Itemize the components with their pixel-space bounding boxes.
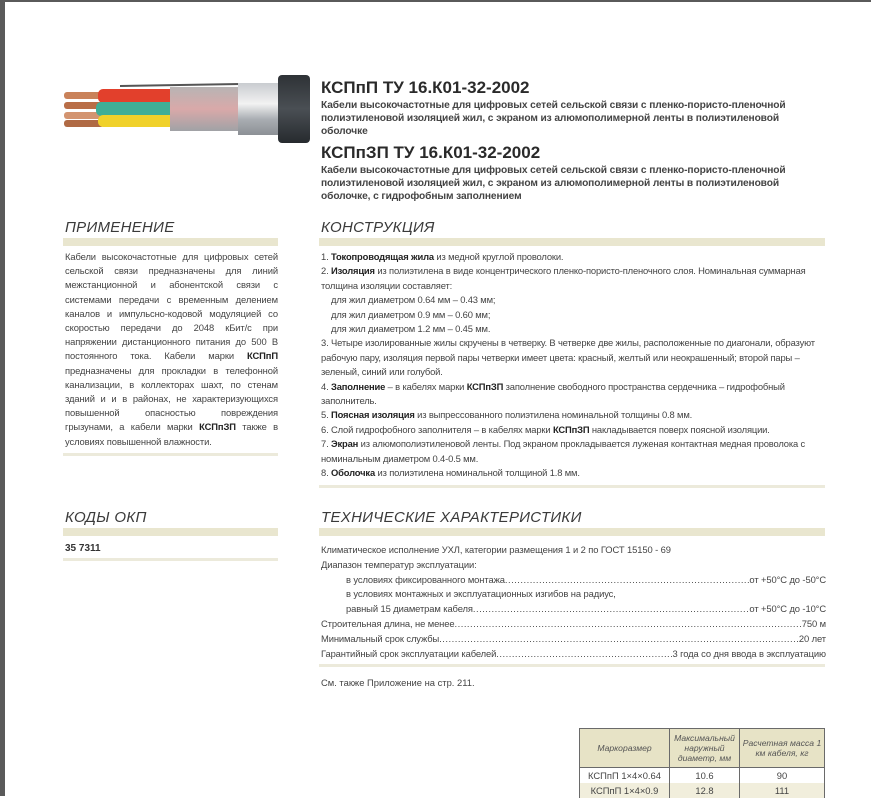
- description-line: Кабели высокочастотные для цифровых сетей сельской связи с пленко-пористо-пленочной: [321, 100, 786, 111]
- drain-wire: [120, 84, 240, 86]
- application-text-part: Кабели высокочастотные для цифровых сетей сельской связи предназначены для линий межстанционной и абонентской связи с системами передачи с временным делением каналов и импульсно-кодовой модуляцией со скоростью передачи до 2048 кБит/с при напряжении дистанционного питания до 500 В постоянного тока. Кабели марки: [65, 251, 278, 362]
- cell-diameter: 12.8: [670, 783, 740, 798]
- okp-end-rule: [63, 558, 278, 561]
- construction-item-4: [321, 380, 826, 409]
- cell-mass: 111: [740, 783, 825, 798]
- outer-sheath: [278, 75, 310, 143]
- item-term: Токопроводящая жила: [330, 251, 434, 262]
- insulation-spec: для жил диаметром 1.2 мм – 0.45 мм.: [331, 323, 491, 335]
- item-term: Заполнение: [330, 380, 386, 392]
- application-text-part: также в условиях повышенной влажности.: [65, 421, 278, 447]
- description-line: оболочке, с гидрофобным заполнением: [321, 191, 522, 202]
- leader-dots: [473, 602, 750, 617]
- spec-label: равный 15 диаметрам кабеля: [346, 603, 473, 615]
- item-text: из алюмополиэтиленовой ленты. Под экраном прокладывается луженая контактная медная проволока с номинальным диаметром 0.4-0.5 мм.: [321, 438, 806, 464]
- construction-item-2: [321, 264, 826, 293]
- leader-dots: [455, 617, 802, 632]
- application-text: [65, 250, 278, 449]
- spec-temp-range-label: Диапазон температур эксплуатации:: [321, 558, 477, 570]
- spec-warranty: [321, 647, 826, 662]
- application-end-rule: [63, 453, 278, 456]
- item-term: Оболочка: [330, 467, 376, 479]
- spec-value: 750 м: [801, 617, 826, 629]
- okp-code: 35 7311: [65, 543, 101, 554]
- spec-service-life: [321, 632, 826, 647]
- item-text: – в кабелях марки: [385, 380, 467, 392]
- spec-label: в условиях фиксированного монтажа: [346, 573, 505, 585]
- description-line: Кабели высокочастотные для цифровых сетей сельской связи с пленко-пористо-пленочной: [321, 165, 786, 176]
- spec-bend-label: в условиях монтажных и эксплуатационных изгибов на радиус,: [346, 588, 616, 600]
- description-line: полиэтиленовой изоляцией жил, с экраном из алюмополимерной ленты в полиэтиленовой: [321, 178, 780, 189]
- item-number: 8.: [321, 467, 331, 479]
- construction-item-6: [321, 423, 826, 437]
- construction-heading-bar: [319, 238, 825, 246]
- brand-name: КСПпП: [246, 350, 278, 362]
- brand-name: КСПпЗП: [466, 380, 504, 392]
- cell-diameter: 10.6: [670, 768, 740, 784]
- insulation-spec: для жил диаметром 0.9 мм – 0.60 мм;: [331, 308, 491, 320]
- window-left-border: [0, 0, 5, 796]
- table-header-row: [580, 729, 825, 768]
- construction-item-1: [321, 250, 826, 264]
- cell-size: КСПпП 1×4×0.9: [580, 783, 670, 798]
- item-text: из выпрессованного полиэтилена номинальной толщины 0.8 мм.: [414, 409, 693, 421]
- spec-label: Гарантийный срок эксплуатации кабелей: [321, 647, 497, 659]
- item-text: из полиэтилена номинальной толщиной 1.8 мм.: [375, 467, 580, 479]
- item-number: 5.: [321, 409, 331, 421]
- window-top-border: [0, 0, 871, 2]
- item-text: из медной круглой проволоки.: [433, 251, 564, 262]
- item-number: 3.: [321, 337, 331, 349]
- leader-dots: [496, 647, 672, 662]
- construction-end-rule: [319, 485, 825, 488]
- table-row: [580, 768, 825, 784]
- construction-item-5: [321, 408, 826, 422]
- column-header-mass: Расчетная масса 1 км кабеля, кг: [740, 729, 825, 768]
- spec-climate: Климатическое исполнение УХЛ, категории размещения 1 и 2 по ГОСТ 15150 - 69: [321, 544, 671, 555]
- item-text: заполнение свободного пространства сердечника – гидрофобный заполнитель.: [321, 380, 785, 407]
- item-number: 4.: [321, 380, 331, 392]
- spec-length: [321, 617, 826, 632]
- item-number: 7.: [321, 438, 331, 450]
- item-term: Изоляция: [330, 265, 375, 277]
- item-number: 2.: [321, 265, 331, 277]
- item-term: Поясная изоляция: [330, 409, 415, 421]
- application-text-part: предназначены для прокладки в телефонной канализации, в коллекторах шахт, по стенам зданий и и в районах, не характеризующихся повышенной опасностью повреждения грызунами, а кабели марки: [65, 364, 278, 433]
- spec-value: 3 года со дня ввода в эксплуатацию: [672, 647, 826, 659]
- specs-list: [321, 543, 826, 661]
- belt-insulation: [170, 87, 240, 131]
- see-also-note: См. также Приложение на стр. 211.: [321, 677, 475, 688]
- cable-size-table: [579, 728, 825, 798]
- spec-bend-temp: [321, 602, 826, 617]
- column-header-diameter: Максимальный наружный диаметр, мм: [670, 729, 740, 768]
- item-text: Слой гидрофобного заполнителя – в кабелях марки: [330, 423, 553, 435]
- spec-fixed-temp: [321, 573, 826, 588]
- specs-end-rule: [319, 664, 825, 667]
- spec-value: от +50°С до -50°С: [749, 573, 826, 585]
- product-title-2: КСПпЗП ТУ 16.К01-32-2002: [321, 143, 541, 162]
- product-title-1: КСПпП ТУ 16.К01-32-2002: [321, 78, 530, 97]
- cable-illustration: [60, 70, 320, 150]
- spec-label: Минимальный срок службы: [321, 632, 440, 644]
- description-line: оболочке: [321, 126, 368, 137]
- item-number: 6.: [321, 423, 331, 435]
- item-text: Четыре изолированные жилы скручены в четверку. В четверке две жилы, расположенные по диагонали, образуют рабочую пару, изоляция первой пары четверки имеет цвета: красный, желтый или неокрашенный; второй пары – зеленый, синий или голубой.: [321, 337, 815, 378]
- item-text: накладывается поверх поясной изоляции.: [589, 423, 770, 435]
- insulation-spec: для жил диаметром 0.64 мм – 0.43 мм;: [331, 294, 496, 306]
- application-heading-bar: [63, 238, 278, 246]
- construction-item-3: [321, 336, 826, 379]
- brand-name: КСПпЗП: [552, 423, 590, 435]
- foil-screen: [238, 83, 283, 135]
- cell-mass: 90: [740, 768, 825, 784]
- okp-heading-bar: [63, 528, 278, 536]
- product-description-2: [321, 164, 826, 203]
- spec-value: от +50°С до -10°С: [749, 603, 826, 615]
- construction-item-7: [321, 437, 826, 466]
- item-term: Экран: [330, 438, 359, 450]
- item-number: 1.: [321, 251, 331, 262]
- spec-label: Строительная длина, не менее: [321, 617, 455, 629]
- application-heading: ПРИМЕНЕНИЕ: [65, 219, 175, 236]
- specs-heading: ТЕХНИЧЕСКИЕ ХАРАКТЕРИСТИКИ: [321, 509, 582, 526]
- column-header-size: Маркоразмер: [580, 729, 670, 768]
- cell-size: КСПпП 1×4×0.64: [580, 768, 670, 784]
- product-description-1: [321, 99, 826, 138]
- item-text: из полиэтилена в виде концентрического пленко-пористо-пленочного слоя. Номинальная суммарная толщина изоляции составляет:: [321, 265, 806, 291]
- construction-list: [321, 250, 826, 481]
- specs-heading-bar: [319, 528, 825, 536]
- okp-heading: КОДЫ ОКП: [65, 509, 147, 526]
- leader-dots: [439, 632, 799, 647]
- construction-heading: КОНСТРУКЦИЯ: [321, 219, 435, 236]
- leader-dots: [505, 573, 750, 588]
- spec-value: 20 лет: [798, 632, 826, 644]
- brand-name: КСПпЗП: [199, 421, 236, 433]
- description-line: полиэтиленовой изоляцией жил, с экраном из алюмополимерной ленты в полиэтиленовой: [321, 113, 780, 124]
- construction-item-8: [321, 466, 826, 480]
